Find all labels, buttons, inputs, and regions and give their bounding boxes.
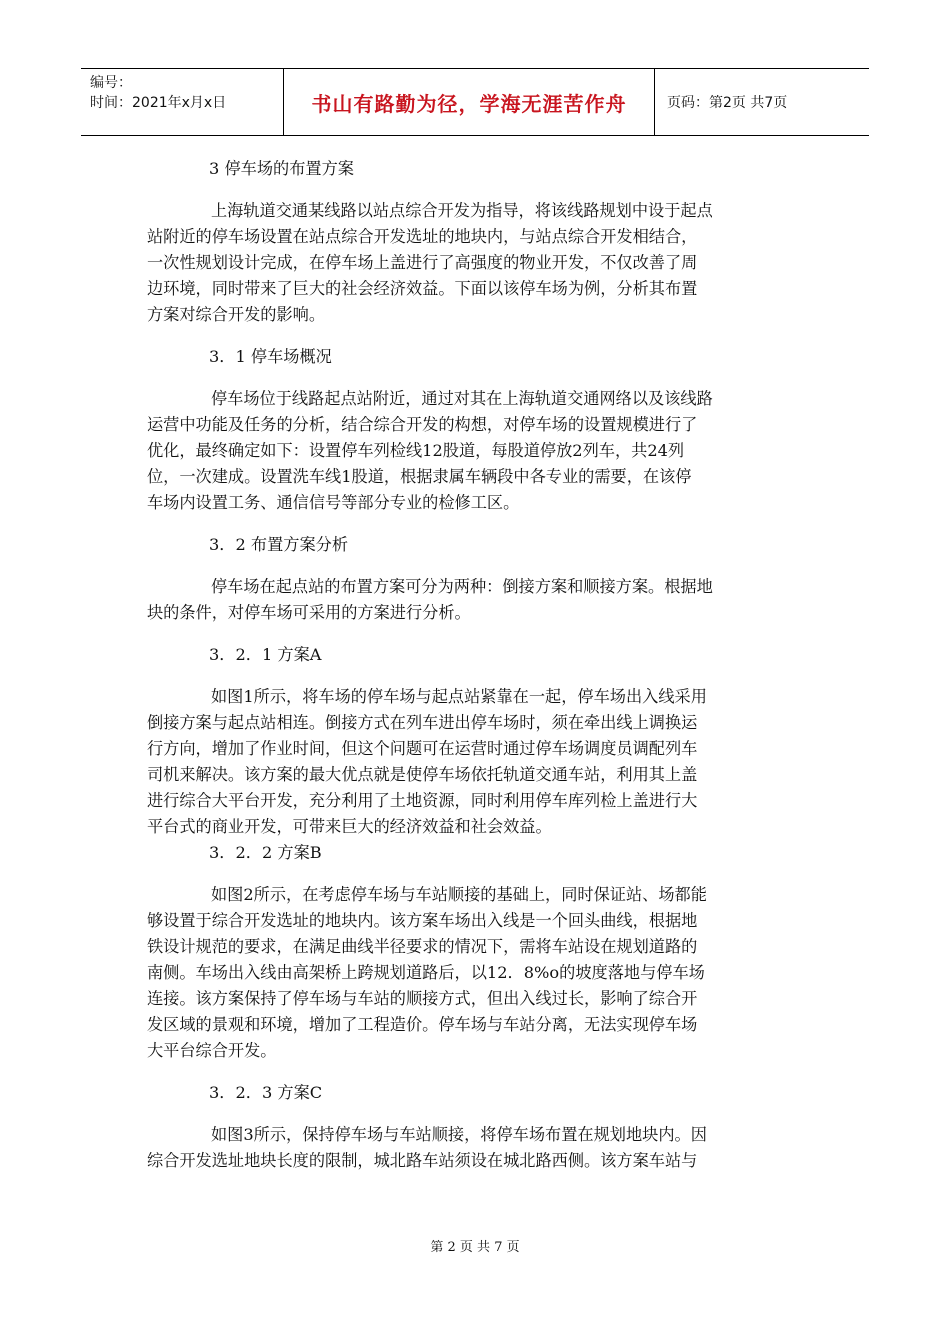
paragraph-line: 位，一次建成。设置洗车线1股道，根据隶属车辆段中各专业的需要，在该停 — [147, 467, 692, 486]
paragraph-line: 进行综合大平台开发，充分利用了土地资源，同时利用停车库列检上盖进行大 — [147, 791, 698, 810]
paragraph-line: 行方向，增加了作业时间，但这个问题可在运营时通过停车场调度员调配列车 — [147, 739, 698, 758]
document-time-label: 时间：2021年x月x日 — [90, 95, 227, 111]
paragraph-line: 车场内设置工务、通信信号等部分专业的检修工区。 — [147, 493, 520, 512]
paragraph-line: 倒接方案与起点站相连。倒接方式在列车进出停车场时，须在牵出线上调换运 — [147, 713, 698, 732]
header-page-info: 页码：第2页 共7页 — [667, 95, 788, 111]
paragraph-line: 铁设计规范的要求，在满足曲线半径要求的情况下，需将车站设在规划道路的 — [147, 937, 698, 956]
paragraph-line: 大平台综合开发。 — [147, 1041, 277, 1060]
paragraph-line: 运营中功能及任务的分析，结合综合开发的构想，对停车场的设置规模进行了 — [147, 415, 698, 434]
section-3-2-2-title: 3．2．2 方案B — [209, 843, 322, 862]
paragraph-line: 优化，最终确定如下：设置停车列检线12股道，每股道停放2列车，共24列 — [147, 441, 685, 460]
paragraph-line: 停车场位于线路起点站附近，通过对其在上海轨道交通网络以及该线路 — [211, 389, 713, 408]
page-header — [81, 68, 869, 136]
paragraph-line: 停车场在起点站的布置方案可分为两种：倒接方案和顺接方案。根据地 — [211, 577, 713, 596]
paragraph-line: 如图3所示，保持停车场与车站顺接，将停车场布置在规划地块内。因 — [211, 1125, 707, 1144]
paragraph-line: 块的条件，对停车场可采用的方案进行分析。 — [147, 603, 471, 622]
section-3-2-3-title: 3．2．3 方案C — [209, 1083, 323, 1102]
document-number-label: 编号： — [90, 75, 132, 91]
header-meta — [81, 69, 283, 135]
paragraph-line: 如图2所示，在考虑停车场与车站顺接的基础上，同时保证站、场都能 — [211, 885, 707, 904]
paragraph-line: 平台式的商业开发，可带来巨大的经济效益和社会效益。 — [147, 817, 552, 836]
paragraph-line: 够设置于综合开发选址的地块内。该方案车场出入线是一个回头曲线，根据地 — [147, 911, 698, 930]
document-body — [147, 156, 807, 1174]
paragraph-line: 南侧。车场出入线由高架桥上跨规划道路后，以12．8%o的坡度落地与停车场 — [147, 963, 705, 982]
section-3-1-title: 3．1 停车场概况 — [209, 347, 332, 366]
paragraph-line: 站附近的停车场设置在站点综合开发选址的地块内，与站点综合开发相结合， — [147, 227, 698, 246]
section-3-title: 3 停车场的布置方案 — [209, 159, 354, 178]
paragraph-line: 上海轨道交通某线路以站点综合开发为指导，将该线路规划中设于起点 — [211, 201, 713, 220]
page-footer: 第 2 页 共 7 页 — [430, 1240, 520, 1255]
paragraph-line: 连接。该方案保持了停车场与车站的顺接方式，但出入线过长，影响了综合开 — [147, 989, 698, 1008]
paragraph-line: 如图1所示，将车场的停车场与起点站紧靠在一起，停车场出入线采用 — [211, 687, 707, 706]
paragraph-line: 方案对综合开发的影响。 — [147, 305, 326, 324]
section-3-2-1-title: 3．2．1 方案A — [209, 645, 322, 664]
paragraph-line: 综合开发选址地块长度的限制，城北路车站须设在城北路西侧。该方案车站与 — [147, 1151, 698, 1170]
paragraph-line: 一次性规划设计完成，在停车场上盖进行了高强度的物业开发，不仅改善了周 — [147, 253, 698, 272]
header-motto: 书山有路勤为径，学海无涯苦作舟 — [283, 69, 655, 135]
paragraph-line: 边环境，同时带来了巨大的社会经济效益。下面以该停车场为例，分析其布置 — [147, 279, 698, 298]
paragraph-line: 发区域的景观和环境，增加了工程造价。停车场与车站分离，无法实现停车场 — [147, 1015, 698, 1034]
paragraph-line: 司机来解决。该方案的最大优点就是使停车场依托轨道交通车站，利用其上盖 — [147, 765, 698, 784]
section-3-2-title: 3．2 布置方案分析 — [209, 535, 349, 554]
